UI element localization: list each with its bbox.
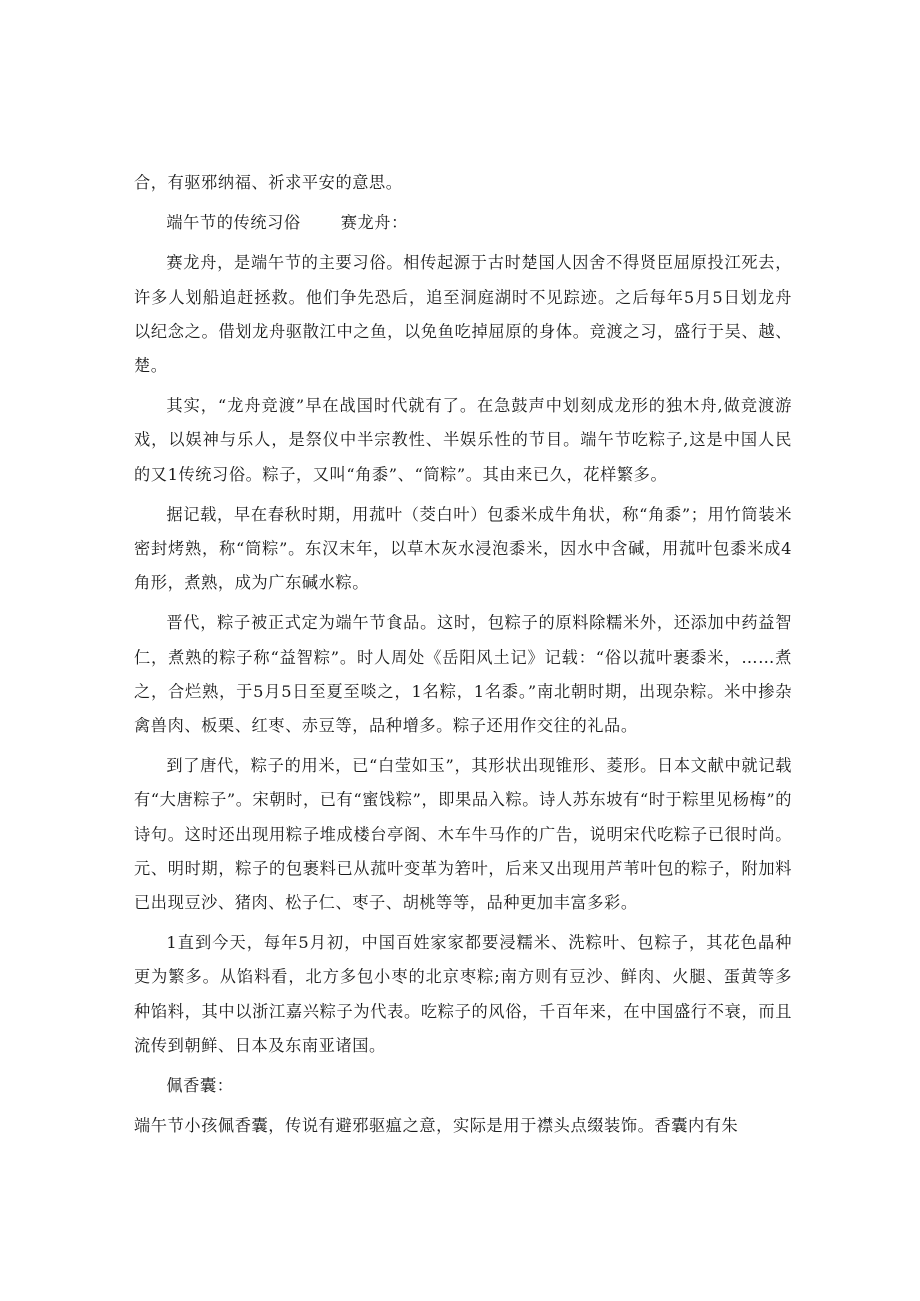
section-heading — [134, 206, 792, 240]
paragraph-jin-dynasty: 晋代，粽子被正式定为端午节食品。这时，包粽子的原料除糯米外，还添加中药益智仁，煮熟的粽子称“益智粽”。时人周处《岳阳风土记》记载：“俗以菰叶裹黍米，……煮之，合烂熟，于5月5日至夏至啖之，1名粽，1名黍。”南北朝时期，出现杂粽。米中掺杂禽兽肉、板栗、红枣、赤豆等，品种增多。粽子还用作交往的礼品。 — [134, 613, 792, 736]
paragraph-sachet: 端午节小孩佩香囊，传说有避邪驱瘟之意，实际是用于襟头点缀装饰。香囊内有朱 — [134, 1116, 739, 1136]
section-heading-title: 端午节的传统习俗 — [166, 213, 301, 233]
document-body — [134, 166, 792, 1149]
paragraph-tang-song: 到了唐代，粽子的用米，已“白莹如玉”，其形状出现锥形、菱形。日本文献中就记载有“大唐粽子”。宋朝时，已有“蜜饯粽”，即果品入粽。诗人苏东坡有“时于粽里见杨梅”的诗句。这时还出现用粽子堆成楼台亭阁、木车牛马作的广告，说明宋代吃粽子已很时尚。元、明时期，粽子的包裹料已从菰叶变革为箬叶，后来又出现用芦苇叶包的粽子，附加料已出现豆沙、猪肉、松子仁、枣子、胡桃等等，品种更加丰富多彩。 — [134, 756, 792, 913]
paragraph-dragon-boat-history: 其实，“龙舟竞渡”早在战国时代就有了。在急鼓声中划刻成龙形的独木舟,做竞渡游戏，以娱神与乐人，是祭仪中半宗教性、半娱乐性的节目。端午节吃粽子,这是中国人民的又1传统习俗。粽子，又叫“角黍”、“筒粽”。其由来已久，花样繁多。 — [134, 396, 792, 484]
paragraph-continuation: 合，有驱邪纳福、祈求平安的意思。 — [134, 173, 403, 192]
paragraph-modern: 1直到今天，每年5月初，中国百姓家家都要浸糯米、洗粽叶、包粽子，其花色晶种更为繁多。从馅料看，北方多包小枣的北京枣粽;南方则有豆沙、鲜肉、火腿、蛋黄等多种馅料，其中以浙江嘉兴粽子为代表。吃粽子的风俗，千百年来，在中国盛行不衰，而且流传到朝鲜、日本及东南亚诸国。 — [134, 933, 792, 1055]
paragraph-dragon-boat: 赛龙舟，是端午节的主要习俗。相传起源于古时楚国人因舍不得贤臣屈原投江死去，许多人划船追赶拯救。他们争先恐后，追至洞庭湖时不见踪迹。之后每年5月5日划龙舟以纪念之。借划龙舟驱散江中之鱼，以免鱼吃掉屈原的身体。竞渡之习，盛行于吴、越、楚。 — [134, 253, 792, 376]
paragraph-zongzi-records: 据记载，早在春秋时期，用菰叶（茭白叶）包黍米成牛角状，称“角黍”；用竹筒装米密封烤熟，称“筒粽”。东汉末年，以草木灰水浸泡黍米，因水中含碱，用菰叶包黍米成4角形，煮熟，成为广东碱水粽。 — [134, 504, 792, 593]
section-heading-subtitle: 赛龙舟： — [340, 213, 408, 233]
paragraph-sachet-heading: 佩香囊： — [166, 1076, 234, 1096]
